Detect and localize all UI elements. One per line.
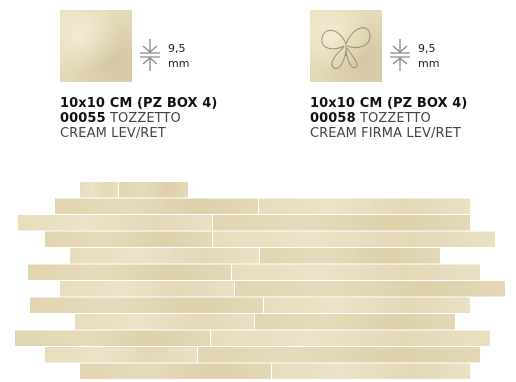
mosaic-strip-shade bbox=[235, 281, 505, 297]
mosaic-strip-shade bbox=[232, 265, 480, 281]
product-name-line2: CREAM FIRMA LEV/RET bbox=[310, 126, 461, 141]
product-name-line1: TOZZETTO bbox=[359, 111, 431, 126]
mosaic-strip-shade bbox=[80, 364, 271, 380]
mosaic-strip-shade bbox=[259, 199, 470, 215]
strip-rows bbox=[15, 182, 505, 379]
product-name-line1: TOZZETTO bbox=[109, 111, 181, 126]
mosaic-strip-shade bbox=[45, 232, 212, 248]
mosaic-strip-shade bbox=[28, 265, 231, 281]
thickness-unit: mm bbox=[168, 57, 190, 70]
product-size: 10x10 CM (PZ BOX 4) bbox=[60, 96, 218, 111]
mosaic-strip-shade bbox=[15, 331, 210, 347]
product-size: 10x10 CM (PZ BOX 4) bbox=[310, 96, 468, 111]
mosaic-strip-shade bbox=[213, 232, 495, 248]
mosaic-strip-shade bbox=[55, 199, 258, 215]
thickness-value: 9,5 bbox=[418, 42, 436, 55]
thickness-value: 9,5 bbox=[168, 42, 186, 55]
mosaic-strip-shade bbox=[264, 298, 470, 314]
mosaic-strip-shade bbox=[198, 347, 480, 363]
mosaic-strip-shade bbox=[75, 314, 254, 330]
thickness-unit: mm bbox=[418, 57, 440, 70]
mosaic-strip-shade bbox=[213, 215, 470, 231]
mosaic-strip-shade bbox=[260, 248, 440, 264]
mosaic-strip-shade bbox=[60, 281, 234, 297]
product-name-line2: CREAM LEV/RET bbox=[60, 126, 166, 141]
mosaic-strip-shade bbox=[18, 215, 212, 231]
mosaic-strip-shade bbox=[119, 182, 188, 198]
product-code: 00055 bbox=[60, 111, 106, 126]
mosaic-strip-shade bbox=[30, 298, 263, 314]
mosaic-strip-shade bbox=[255, 314, 455, 330]
product-code: 00058 bbox=[310, 111, 356, 126]
mosaic-strip-shade bbox=[211, 331, 490, 347]
mosaic-strip-shade bbox=[45, 347, 197, 363]
mosaic-strip-shade bbox=[272, 364, 470, 380]
mosaic-strip-shade bbox=[70, 248, 259, 264]
mosaic-strip-shade bbox=[80, 182, 118, 198]
